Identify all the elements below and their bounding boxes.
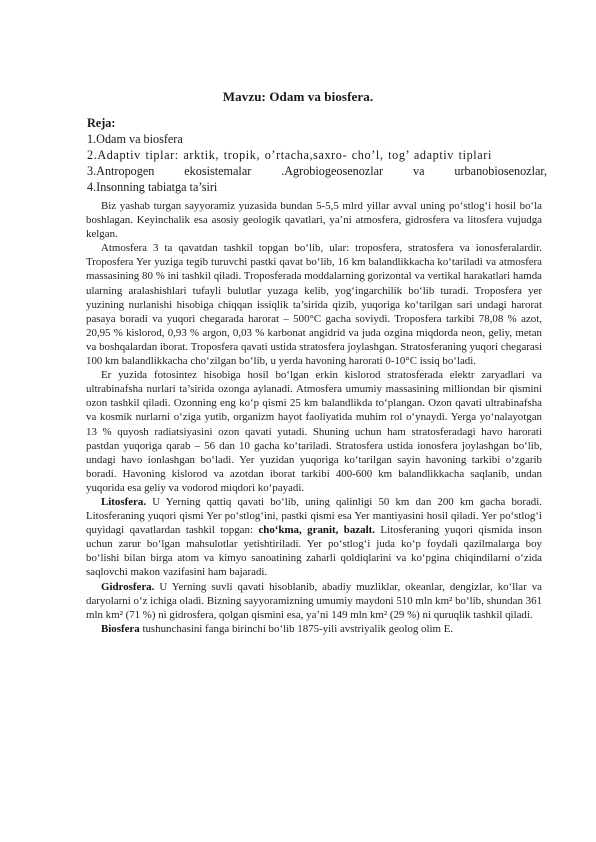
plan-item-4: 4.Insonning tabiatga ta’siri (87, 180, 218, 194)
body-text (86, 199, 542, 636)
paragraph-ozone: Er yuzida fotosintez hisobiga hosil bo‘lgan erkin kislorod stratosferada elektr zaryadlari va ultrabinafsha nurlari ta’sirida ozonga aylanadi. Atmosfera umumiy massasining milliondan bir qismini ozon tashkil qiladi. Ozonning eng ko‘p qismi 25 km balandlikda to‘plangan. Ozon qavati ultrabinafsha va kosmik nurlarni o‘ziga yutib, organizm hayot faoliyatida muhim rol o‘ynaydi. Yerga yo‘nalayotgan 13 % quyosh radiatsiyasini ozon qavati yutadi. Shuning uchun ham stratosferadagi havo harorati pastdan yuqoriga qarab – 56 dan 10 gacha ko‘tariladi. Stratosfera ustida ionosfera joylashgan bo‘lib, undagi havo ionlashgan bo‘ladi. Yer yuzidan yuqoriga ko‘tarilgan sayin havoning tarkibi o‘zgarib boradi. Havoning kislorod va azotdan iborat tarkibi 400-600 km balandlikkacha saqlanib, undan yuqorida esa geliy va vodorod miqdori ko‘payadi. (86, 369, 542, 494)
paragraph-intro: Biz yashab turgan sayyoramiz yuzasida bundan 5-5,5 mlrd yillar avval uning po‘stlog‘i hosil bo‘la boshlagan. Keyinchalik esa asosiy geologik qavatlari, ya’ni atmosfera, gidrosfera va litosfera vujudga kelgan. (86, 200, 542, 241)
paragraph-lithosphere: Litosfera. U Yerning qattiq qavati bo‘lib, uning qalinligi 50 km dan 200 km gacha boradi. Litosferaning yuqori qismi Yer po‘stlog‘ini, pastki qismi esa Yer mantiyasini hosil qiladi. Yer po‘stlog‘i quyidagi qavatlardan tashkil topgan: cho‘kma, granit, bazalt. Litosferaning yuqori qismida inson uchun zarur bo‘lgan mahsulotlar yetishtiriladi. Yer po‘stlog‘i juda ko‘p foydali qazilmalarga boy bo‘lishi bilan birga atom va kimyo sanoatining zaharli qoldiqlarini va ko‘pgina chiqindilarni o‘zida saqlovchi makon vazifasini ham bajaradi. (86, 495, 542, 579)
plan-section (87, 115, 547, 195)
term-lithosphere: Litosfera. (101, 495, 147, 508)
paragraph-atmosphere: Atmosfera 3 ta qavatdan tashkil topgan bo‘lib, ular: troposfera, stratosfera va ionosferalardir. Troposfera Yer yuziga tegib turuvchi pastki qavat bo‘lib, 16 km balandlikkacha ko‘tariladi va atmosfera massasining 80 % ini tashkil qiladi. Troposferada moddalarning gorizontal va vertikal harakatlari hamda ularning aralashishlari tufayli bulutlar yuzaga kelib, yog‘ingarchilik bo‘lib turadi. Troposfera yer yuzining nurlanishi hisobiga chiqqan issiqlik ta’sirida qizib, yuqoriga ko‘tarilgan sari undagi harorat pasaya boradi va yuqori chegarada harorat – 500°C gacha soviydi. Troposfera tarkibi 78,08 % azot, 20,95 % kislorod, 0,93 % argon, 0,03 % karbonat angidrid va juda ozgina miqdorda neon, geliy, metan va boshqalardan iborat. Troposfera qavati ustida stratosfera joylashgan. Stratosferaning yuqori chegarasi 100 km balandlikkacha cho‘zilgan bo‘lib, u yerda havoning harorati 0-10°C issiq bo‘ladi. (86, 242, 542, 368)
paragraph-hydrosphere: Gidrosfera. U Yerning suvli qavati hisoblanib, abadiy muzliklar, okeanlar, dengizlar, ko‘llar va daryolarni o‘z ichiga oladi. Bizning sayyoramizning umumiy maydoni 510 mln km² bo‘lib, shundan 361 mln km² (71 %) ni gidrosfera, qolgan qismini esa, ya’ni 149 mln km² (29 %) ni quruqlik tashkil qiladi. (86, 580, 542, 621)
plan-item-1: 1.Odam va biosfera (87, 132, 183, 146)
plan-item-2: 2.Adaptiv tiplar: arktik, tropik, o’rtacha,saxro- cho’l, tog’ adaptiv tiplari (87, 148, 492, 162)
plan-item-3: 3.Antropogen ekosistemalar .Agrobiogeosenozlar va urbanobiosenozlar, (87, 164, 547, 178)
term-biosphere: Biosfera (101, 622, 140, 635)
term-hydrosphere: Gidrosfera. (101, 580, 155, 593)
plan-heading: Reja: (87, 116, 116, 130)
document-title: Mavzu: Odam va biosfera. (222, 89, 374, 104)
rock-layers-emphasis: cho‘kma, granit, bazalt. (258, 524, 375, 537)
paragraph-biosphere: Biosfera tushunchasini fanga birinchi bo‘lib 1875-yili avstriyalik geolog olim E. (101, 622, 454, 635)
